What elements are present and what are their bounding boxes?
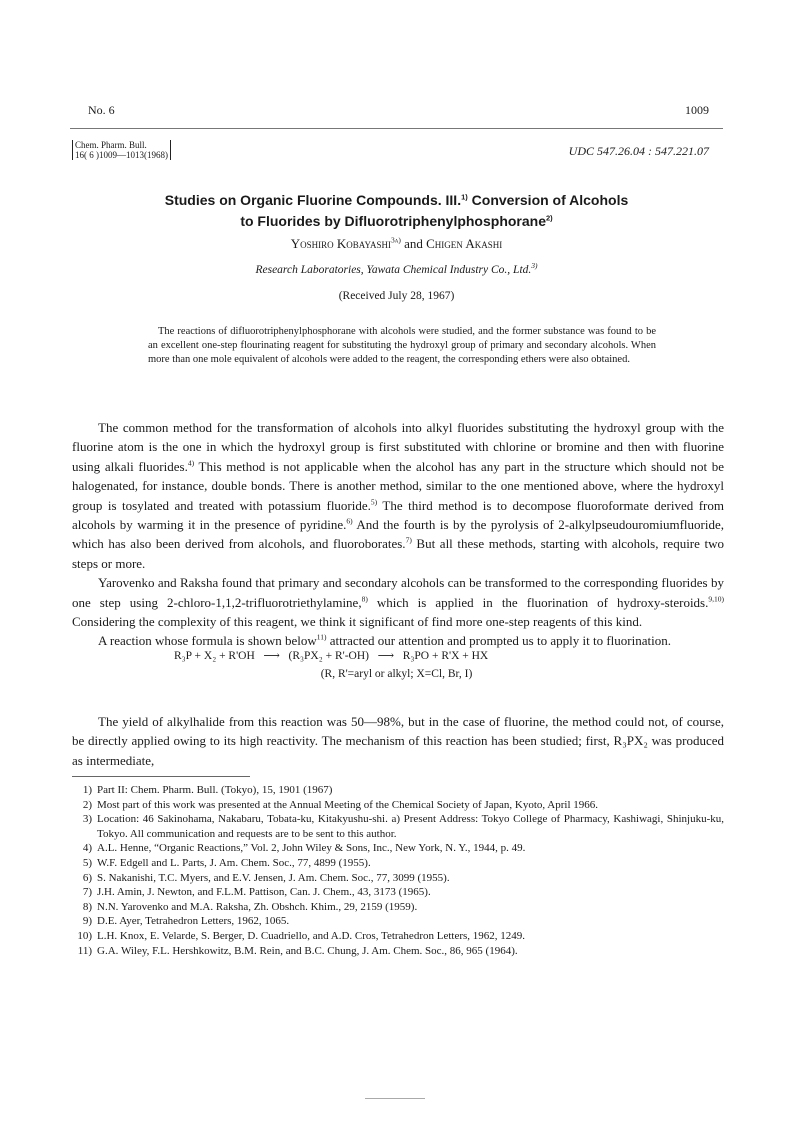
footnote-text: L.H. Knox, E. Velarde, S. Berger, D. Cuadriello, and A.D. Cros, Tetrahedron Letters, 1962, 1249. [97, 929, 526, 942]
footnote [72, 812, 724, 841]
author-1: Yoshiro Kobayashi [290, 236, 391, 251]
footnote-text: S. Nakanishi, T.C. Myers, and E.V. Jensen, J. Am. Chem. Soc., 77, 3099 (1955). [97, 871, 450, 884]
author-line [0, 236, 793, 252]
footnote-number: 1) [82, 784, 92, 796]
p1-text-a: The common method for the transformation of alcohols into alkyl fluorides substituting the hydroxyl group with the fluorine atom is the one in which the hydroxyl group is first substituted with chlorine or bromine and then with fluorine using alkali fluorides. [72, 420, 724, 474]
bottom-rule [365, 1098, 425, 1099]
footnote [72, 798, 724, 813]
footnote [72, 871, 724, 886]
author-conjunction: and [400, 236, 427, 251]
footnote [72, 841, 724, 856]
ref-6: 6) [346, 516, 353, 526]
p1-text-c: The third method is to decompose fluoroformate derived from alcohols by warming it in the presence of pyridine. [72, 497, 724, 533]
footnote-number: 6) [82, 871, 92, 884]
received-date: (Received July 28, 1967) [338, 290, 455, 302]
p1-text-e: But all these methods, starting with alcohols, require two steps or more. [72, 536, 725, 571]
footnote [72, 900, 724, 915]
ref-8: 8) [361, 594, 368, 604]
footnote-text: Part II: Chem. Pharm. Bull. (Tokyo), 15, 1901 (1967) [97, 784, 333, 796]
ref-11: 11) [316, 633, 327, 643]
affiliation [0, 261, 793, 276]
footnote-rule [72, 776, 250, 777]
article-title [70, 190, 723, 232]
ref-9-10: 9,10) [708, 594, 724, 604]
title-line-2: to Fluorides by Difluorotriphenylphosphorane [240, 213, 546, 229]
footnote [72, 885, 724, 900]
footnote-number: 7) [82, 886, 92, 899]
footnote-number: 3) [82, 813, 92, 826]
p2-text-a: Yarovenko and Raksha found that primary and secondary alcohols can be transformed to the corresponding fluorides by one step using 2-chloro-1,1,2-trifluorotriethylamine, [72, 575, 724, 610]
footnote-number: 8) [82, 900, 92, 913]
footnote-text: D.E. Ayer, Tetrahedron Letters, 1962, 1065. [97, 915, 290, 928]
ref-4: 4) [187, 458, 195, 468]
p2-text-b: which is applied in the fluorination of hydroxy-steroids. [367, 594, 709, 610]
footnote-number: 5) [82, 856, 92, 869]
udc-code: UDC 547.26.04 : 547.221.07 [568, 144, 709, 158]
abstract: The reactions of difluorotriphenylphosphorane with alcohols were studied, and the former substance was found to be an excellent one-step flourinating reagent for substituting the hydroxyl group of primary and secondary alcohols. When more than one mole equivalent of alcohols were added to the reagent, the corresponding ethers were also obtained. [148, 326, 656, 366]
journal-volume: 16( 6 )1009—1013(1968) [75, 150, 168, 160]
footnote-text: J.H. Amin, J. Newton, and F.L.M. Pattison, Can. J. Chem., 43, 3173 (1965). [97, 886, 431, 899]
body-text [72, 418, 724, 651]
footnote-text: G.A. Wiley, F.L. Hershkowitz, B.M. Rein, and B.C. Chung, J. Am. Chem. Soc., 86, 965 (1964). [97, 944, 518, 957]
footnote [72, 944, 724, 959]
footnote-number: 11) [77, 944, 92, 957]
footnote-text: W.F. Edgell and L. Parts, J. Am. Chem. Soc., 77, 4899 (1955). [97, 856, 371, 869]
title-ref-2: 2) [546, 213, 553, 223]
paragraph-1 [72, 418, 724, 573]
ref-7: 7) [405, 536, 412, 546]
p3-text-b: attracted our attention and prompted us to apply it to fluorination. [326, 633, 671, 649]
ref-5: 5) [370, 497, 378, 507]
p1-text-d: And the fourth is by the pyrolysis of 2-alkylpseudouromiumfluoride, which has also been derived from alcohols, and fluoroborates. [72, 517, 725, 552]
author-2: Chigen Akashi [426, 236, 503, 251]
paragraph-2 [72, 573, 724, 631]
footnote-number: 2) [82, 798, 92, 811]
footnote-text: A.L. Henne, “Organic Reactions,” Vol. 2, John Wiley & Sons, Inc., New York, N. Y., 1944, p. 49. [97, 842, 526, 855]
title-line-1: Studies on Organic Fluorine Compounds. III. [164, 192, 462, 208]
p2-text-c: Considering the complexity of this reagent, we think it significant of find more one-step reagents of this kind. [72, 614, 643, 630]
equation-condition: (R, R'=aryl or alkyl; X=Cl, Br, I) [320, 668, 473, 680]
journal-citation-box [72, 140, 171, 160]
footnote-text: Most part of this work was presented at the Annual Meeting of the Chemical Society of Japan, Kyoto, April 1966. [97, 798, 599, 811]
footnote-text: Location: 46 Sakinohama, Nakabaru, Tobata-ku, Kitakyushu-shi. a) Present Address: Tokyo College of Pharmacy, Kashiwagi, Shinjuku-ku, Tokyo. All communication and requests are to be sent to this author. [97, 813, 724, 840]
footnote [72, 783, 724, 798]
footnote-number: 4) [82, 842, 92, 855]
footnotes [72, 783, 724, 958]
footnote-number: 10) [77, 929, 92, 942]
p3-text-a: A reaction whose formula is shown below [98, 633, 317, 649]
journal-name: Chem. Pharm. Bull. [75, 140, 147, 150]
issue-number: No. 6 [88, 103, 115, 117]
affiliation-text: Research Laboratories, Yawata Chemical Industry Co., Ltd. [255, 264, 532, 276]
footnote [72, 856, 724, 871]
header-rule [70, 128, 723, 129]
footnote-text: N.N. Yarovenko and M.A. Raksha, Zh. Obshch. Khim., 29, 2159 (1959). [97, 900, 418, 913]
paragraph-4: The yield of alkylhalide from this reaction was 50—98%, but in the case of fluorine, the method could not, of course, be directly applied owing to its high reactivity. The mechanism of this reaction has been studied; first, R₃PX₂ was produced as intermediate, [72, 714, 724, 768]
title-ref-1: 1) [461, 192, 468, 202]
reaction-equation: R₃P + X₂ + R'OH ⟶ (R₃PX₂ + R'-OH) ⟶ R₃PO + R'X + HX [174, 650, 489, 662]
p1-text-b: This method is not applicable when the alcohol has any part in the structure which should not be halogenated, for instance, double bonds. There is another method, similar to the one mentioned above, where the hydroxyl group is tosylated and treated with potassium fluoride. [72, 458, 724, 513]
footnote [72, 914, 724, 929]
footnote-number: 9) [82, 915, 92, 928]
title-line-1b: Conversion of Alcohols [467, 192, 629, 208]
author-1-ref: 3a) [390, 235, 401, 245]
page-number: 1009 [685, 103, 709, 117]
body-text-continued [72, 712, 724, 770]
footnote [72, 929, 724, 944]
affiliation-ref: 3) [531, 261, 538, 271]
